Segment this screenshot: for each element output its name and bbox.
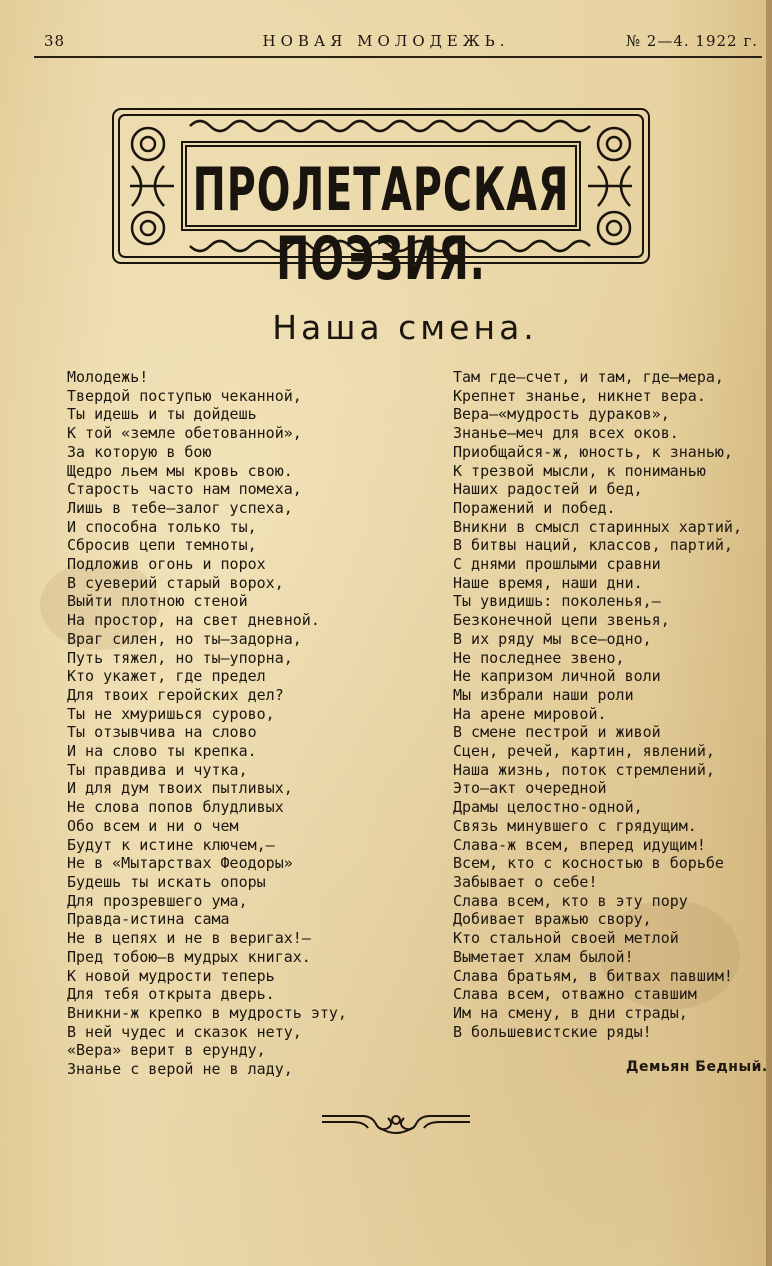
poem-line: Ты увидишь: поколенья,— — [453, 592, 661, 611]
poem-line: И на слово ты крепка. — [67, 742, 257, 761]
poem-line: Вникни в смысл старинных хартий, — [453, 517, 742, 536]
poem-line: Выметает хлам былой! — [453, 947, 634, 966]
poem-line: Слава братьям, в битвах павшим! — [453, 966, 733, 985]
poem-line: В битвы наций, классов, партий, — [453, 536, 733, 555]
poem-line: Слава всем, отважно ставшим — [453, 985, 697, 1004]
poem-line: Будешь ты искать опоры — [67, 872, 266, 891]
poem-title: Наша смена. — [272, 308, 538, 347]
poem-line: Наших радостей и бед, — [453, 480, 643, 499]
page-edge — [766, 0, 772, 1266]
poem-line: Ты правдива и чутка, — [67, 760, 248, 779]
poem-line: Пред тобою—в мудрых книгах. — [67, 947, 311, 966]
poem-author: Демьян Бедный. — [626, 1059, 768, 1075]
poem-line: Вера—«мудрость дураков», — [453, 405, 670, 424]
poem-line: Безконечной цепи звенья, — [453, 611, 670, 630]
poem-line: Поражений и побед. — [453, 498, 616, 517]
poem-line: В суеверий старый ворох, — [67, 573, 284, 592]
poem-line: Лишь в тебе—залог успеха, — [67, 498, 293, 517]
ornament-flourish-icon — [318, 1106, 474, 1136]
poem-line: Сбросив цепи темноты, — [67, 536, 257, 555]
poem-line: Правда-истина сама — [67, 910, 230, 929]
poem-line: Знанье—меч для всех оков. — [453, 424, 679, 443]
poem-line: Забывает о себе! — [453, 872, 598, 891]
poem-line: Драмы целостно-одной, — [453, 798, 643, 817]
poem-line: На простор, на свет дневной. — [67, 611, 320, 630]
poem-line: Обо всем и ни о чем — [67, 816, 239, 835]
poem-line: Для тебя открыта дверь. — [67, 985, 275, 1004]
poem-line: Старость часто нам помеха, — [67, 480, 302, 499]
poem-line: Крепнет знанье, никнет вера. — [453, 386, 706, 405]
poem-line: В большевистские ряды! — [453, 1022, 652, 1041]
poem-line: Не капризом личной воли — [453, 667, 661, 686]
issue-number: № 2—4. 1922 г. — [625, 32, 758, 50]
poem-line: Кто укажет, где предел — [67, 667, 266, 686]
poem-line: Не в «Мытарствах Феодоры» — [67, 854, 293, 873]
poem-line: И для дум твоих пытливых, — [67, 779, 293, 798]
poem-right-column — [453, 368, 742, 1041]
poem-line: Добивает вражью свору, — [453, 910, 652, 929]
poem-line: С днями прошлыми сравни — [453, 555, 661, 574]
page-number: 38 — [44, 32, 66, 50]
poem-line: Наша жизнь, поток стремлений, — [453, 760, 715, 779]
poem-line: Всем, кто с косностью в борьбе — [453, 854, 724, 873]
poem-line: Знанье с верой не в ладу, — [67, 1060, 293, 1079]
poem-line: Враг силен, но ты—задорна, — [67, 629, 302, 648]
poem-line: Путь тяжел, но ты—упорна, — [67, 648, 293, 667]
poem-line: Вникни-ж крепко в мудрость эту, — [67, 1003, 347, 1022]
poem-line: Там где—счет, и там, где—мера, — [453, 368, 724, 386]
poem-line: За которую в бою — [67, 442, 212, 461]
poem-line: «Вера» верит в ерунду, — [67, 1041, 266, 1060]
poem-line: Наше время, наши дни. — [453, 573, 643, 592]
poem-line: Мы избрали наши роли — [453, 685, 634, 704]
poem-line: Слава-ж всем, вперед идущим! — [453, 835, 706, 854]
header-rule — [34, 56, 762, 58]
poem-line: Твердой поступью чеканной, — [67, 386, 302, 405]
poem-line: В ней чудес и сказок нету, — [67, 1022, 302, 1041]
poem-line: Ты не хмуришься сурово, — [67, 704, 275, 723]
poem-line: Выйти плотною стеной — [67, 592, 248, 611]
page-header — [0, 26, 772, 56]
poem-line: Подложив огонь и порох — [67, 555, 266, 574]
poem-line: Ты идешь и ты дойдешь — [67, 405, 257, 424]
poem-line: И способна только ты, — [67, 517, 257, 536]
poem-line: Сцен, речей, картин, явлений, — [453, 742, 715, 761]
poem-line: Не последнее звено, — [453, 648, 625, 667]
poem-line: К той «земле обетованной», — [67, 424, 302, 443]
poem-line: Слава всем, кто в эту пору — [453, 891, 688, 910]
poem-line: Это—акт очередной — [453, 779, 607, 798]
poem-line: Для прозревшего ума, — [67, 891, 248, 910]
poem-line: Для твоих геройских дел? — [67, 685, 284, 704]
poem-line: Молодежь! — [67, 368, 149, 386]
poem-line: Приобщайся-ж, юность, к знанью, — [453, 442, 733, 461]
poem-line: Им на смену, в дни страды, — [453, 1003, 688, 1022]
poem-left-column — [67, 368, 347, 1079]
banner-title: ПРОЛЕТАРСКАЯ ПОЭЗИЯ. — [192, 156, 570, 294]
poem-line: В их ряду мы все—одно, — [453, 629, 652, 648]
poem-line: К новой мудрости теперь — [67, 966, 275, 985]
poem-line: В смене пестрой и живой — [453, 723, 661, 742]
poem-line: Щедро льем мы кровь свою. — [67, 461, 293, 480]
poem-line: К трезвой мысли, к пониманью — [453, 461, 706, 480]
poem-line: Не слова попов блудливых — [67, 798, 284, 817]
journal-title: НОВАЯ МОЛОДЕЖЬ. — [262, 32, 510, 50]
poem-line: Связь минувшего с грядущим. — [453, 816, 697, 835]
poem-line: Ты отзывчива на слово — [67, 723, 257, 742]
section-banner — [110, 106, 652, 294]
poem-line: На арене мировой. — [453, 704, 607, 723]
poem-line: Будут к истине ключем,— — [67, 835, 275, 854]
poem-line: Кто стальной своей метлой — [453, 929, 679, 948]
poem-line: Не в цепях и не в веригах!— — [67, 929, 311, 948]
